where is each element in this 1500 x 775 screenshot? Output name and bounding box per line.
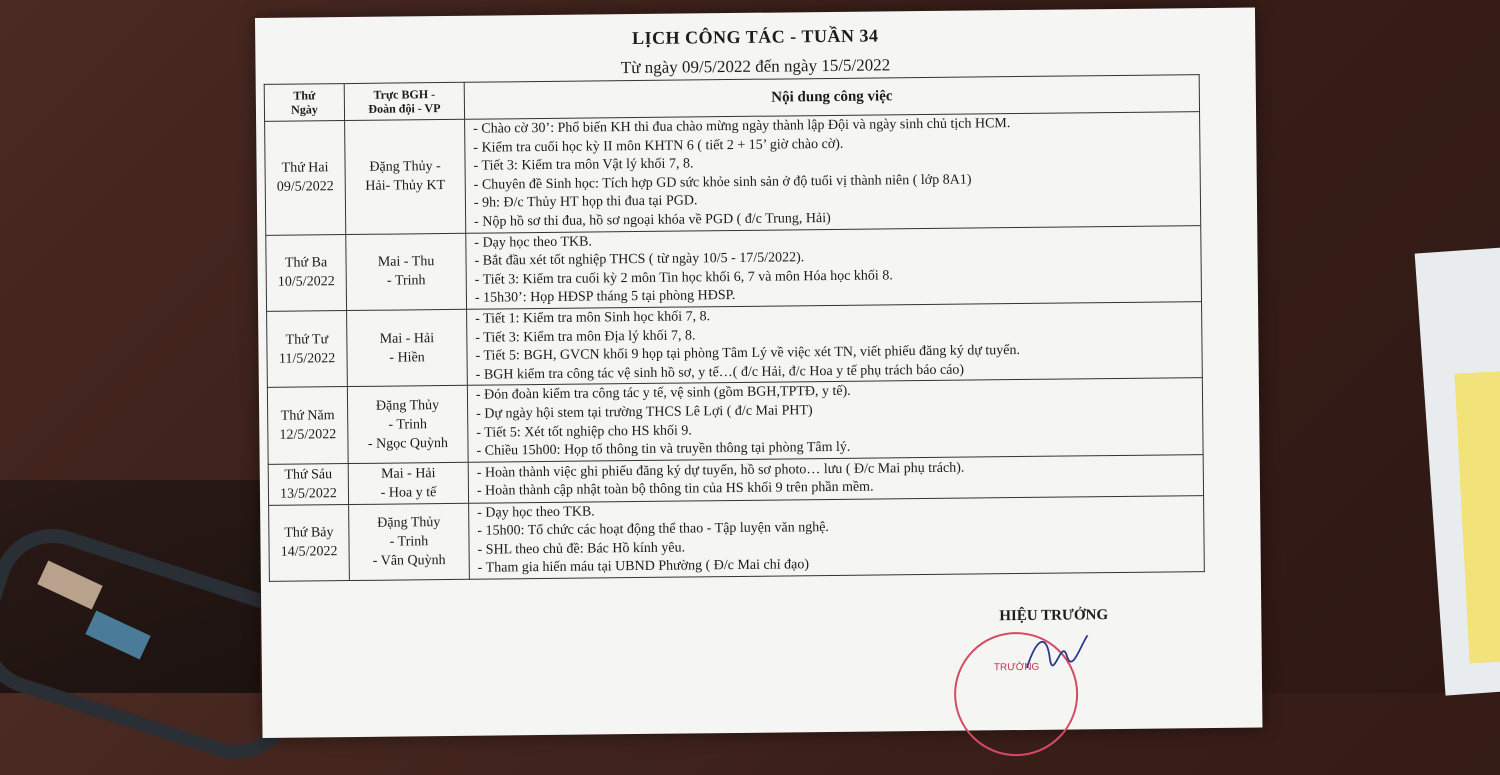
tasks-cell [465,112,1201,233]
schedule-sheet [255,8,1262,738]
duty-person: - Hoa y tế [380,484,437,501]
duty-person: Đặng Thủy - [369,159,441,176]
task-item: - Chuyên đề Sinh học: Tích hợp GD sức khỏe sinh sản ở độ tuổi vị thành niên ( lớp 8A1) [473,172,972,193]
task-item: - Nộp hồ sơ thi đua, hồ sơ ngoại khóa về PGD ( đ/c Trung, Hải) [474,210,831,230]
day-date: 11/5/2022 [278,350,336,367]
tasks-cell [469,495,1205,579]
header-duty [344,82,464,120]
duty-cell [348,462,468,504]
table-row [266,225,1202,311]
day-date: 10/5/2022 [277,274,335,291]
table-row [267,302,1203,388]
header-day-line1: Thứ [293,88,316,103]
day-name: Thứ Bảy [284,525,334,542]
duty-person: Mai - Thu [377,254,435,270]
duty-person: - Trinh [388,416,428,433]
signature-title: HIỆU TRƯỞNG [999,607,1109,625]
duty-cell [345,119,466,234]
task-item: - 9h: Đ/c Thủy HT họp thi đua tại PGD. [473,193,698,212]
tasks-cell [466,225,1202,309]
day-cell [268,463,348,505]
duty-person: Đặng Thủy [375,397,440,414]
day-date: 13/5/2022 [280,485,337,502]
header-duty-line1: Trực BGH - [373,87,436,102]
document-subtitle: Từ ngày 09/5/2022 đến ngày 15/5/2022 [620,55,891,78]
duty-person: - Trinh [389,534,429,550]
task-item: - SHL theo chủ đề: Bác Hồ kính yêu. [477,540,686,558]
schedule-table [264,74,1205,582]
duty-person: Đặng Thủy [377,514,441,531]
duty-person: Hải- Thủy KT [365,178,446,195]
day-name: Thứ Năm [280,408,335,424]
task-item: - Tiết 5: Xét tốt nghiệp cho HS khối 9. [476,422,692,441]
task-item: - 15h30’: Họp HĐSP tháng 5 tại phòng HĐSP. [474,288,736,307]
table-row [265,112,1201,235]
duty-cell [346,233,467,311]
header-duty-line2: Đoàn đội - VP [368,101,441,116]
day-date: 09/5/2022 [276,179,334,196]
task-item: - Đón đoàn kiểm tra công tác y tế, vệ sinh (gồm BGH,TPTĐ, y tế). [475,384,851,404]
day-cell [265,121,346,235]
duty-person: - Hiền [389,349,425,366]
task-item: - BGH kiểm tra công tác vệ sinh hồ sơ, y tế…( đ/c Hải, đ/c Hoa y tế phụ trách báo cáo) [475,362,965,383]
task-item: - Tiết 1: Kiểm tra môn Sinh học khối 7, 8. [475,309,711,327]
tasks-cell [467,302,1203,386]
table-row [269,495,1205,581]
day-name: Thứ Tư [285,331,329,348]
task-item: - Dạy học theo TKB. [477,504,595,521]
duty-person: - Ngọc Quỳnh [367,435,449,452]
task-item: - Dự ngày hội stem tại trường THCS Lê Lợi ( đ/c Mai PHT) [476,403,813,422]
task-item: - Tiết 3: Kiểm tra cuối kỳ 2 môn Tin học khối 6, 7 và môn Hóa học khối 8. [474,268,893,288]
task-item: - Tiết 5: BGH, GVCN khối 9 họp tại phòng Tâm Lý về việc xét TN, viết phiếu đăng ký dự tuyển. [475,343,1021,364]
task-item: - Tiết 3: Kiểm tra môn Vật lý khối 7, 8. [473,156,694,174]
task-item: - Kiểm tra cuối học kỳ II môn KHTN 6 ( tiết 2 + 15’ giờ chào cờ). [473,136,844,156]
day-cell [266,234,347,311]
duty-person: - Vân Quỳnh [372,552,446,569]
task-item: - Chiều 15h00: Họp tổ thông tin và truyền thông tại phòng Tâm lý. [476,439,851,459]
duty-cell [347,386,468,464]
task-item: - Tham gia hiến máu tại UBND Phường ( Đ/c Mai chỉ đạo) [477,557,810,577]
duty-person: Mai - Hải [380,465,436,482]
duty-person: - Trinh [386,273,426,289]
header-day-line2: Ngày [291,102,318,117]
table-row [267,378,1203,464]
task-item: - Hoàn thành việc ghi phiếu đăng ký dự tuyển, hồ sơ photo… lưu ( Đ/c Mai phụ trách). [476,460,965,481]
document-title: LỊCH CÔNG TÁC - TUẦN 34 [631,25,879,49]
day-cell [267,387,348,464]
signature-scribble [1021,627,1092,678]
day-cell [269,504,350,581]
day-name: Thứ Ba [284,255,328,271]
day-name: Thứ Hai [281,160,329,177]
task-item: - Tiết 3: Kiểm tra môn Địa lý khối 7, 8. [475,327,696,346]
header-content: Nội dung công việc [464,75,1199,120]
tasks-cell [467,378,1203,462]
task-item: - Bắt đầu xét tốt nghiệp THCS ( từ ngày 10/5 - 17/5/2022). [474,250,805,269]
day-date: 14/5/2022 [280,544,338,561]
task-item: - 15h00: Tổ chức các hoạt động thể thao - Tập luyện văn nghệ. [477,520,829,539]
duty-person: Mai - Hải [379,330,435,347]
duty-cell [347,309,468,387]
day-cell [267,310,348,387]
task-item: - Dạy học theo TKB. [474,234,593,251]
seal-text: TRƯỜNG [993,661,1040,674]
task-item: - Hoàn thành cập nhật toàn bộ thông tin của HS khối 9 trên phần mềm. [476,479,874,499]
task-item: - Chào cờ 30’: Phổ biến KH thi đua chào mừng ngày thành lập Đội và ngày sinh chủ tịch HCM. [473,116,1011,137]
duty-cell [349,503,470,581]
day-date: 12/5/2022 [279,427,337,443]
header-day [264,84,344,122]
day-name: Thứ Sáu [284,466,333,483]
